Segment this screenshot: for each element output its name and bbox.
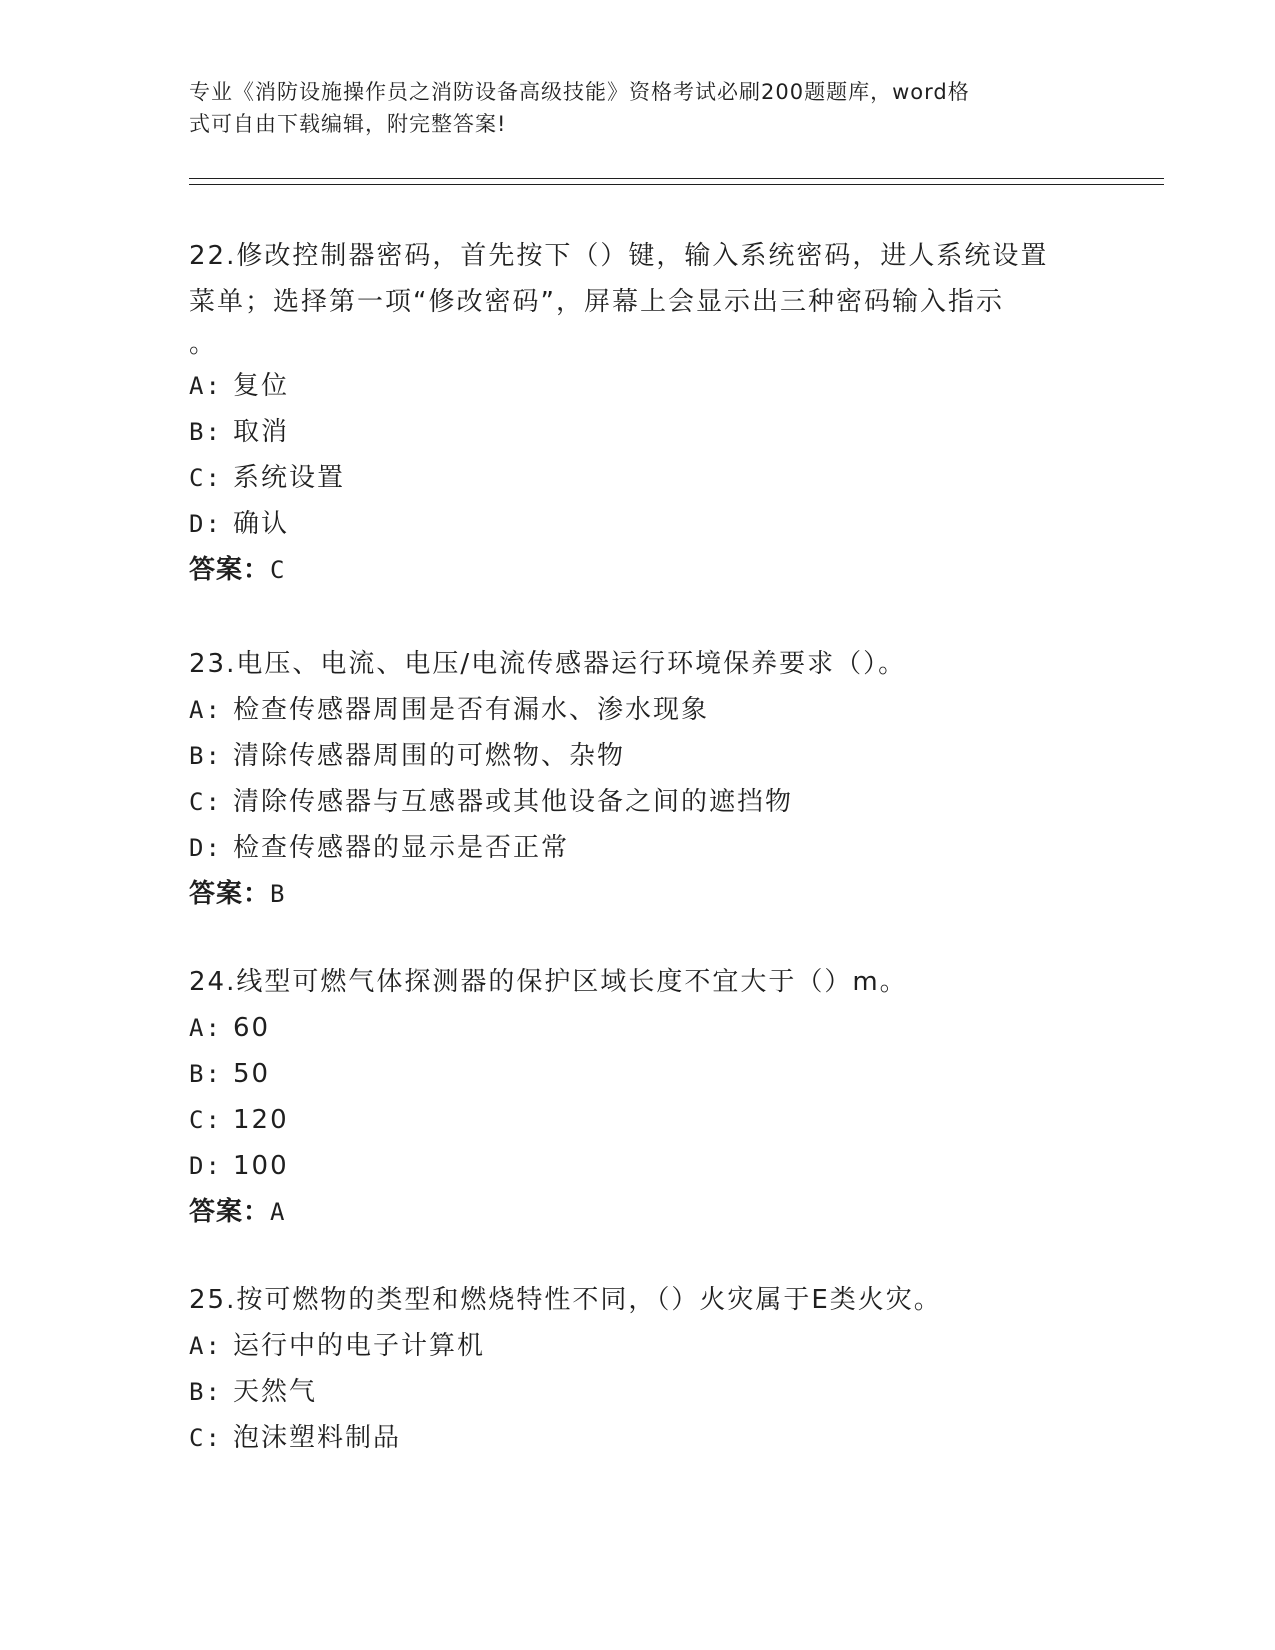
option-c (189, 1097, 1089, 1143)
option-a (189, 1323, 1089, 1369)
option-letter: C: (189, 1106, 222, 1134)
answer-line (189, 547, 1089, 593)
option-letter: D: (189, 510, 222, 538)
option-a (189, 687, 1089, 733)
question-stem: 。 (189, 329, 218, 359)
option-letter: B: (189, 742, 222, 770)
answer-value: C (270, 556, 286, 584)
answer-line (189, 871, 1089, 917)
option-b (189, 1369, 1089, 1415)
option-text: 确认 (233, 509, 290, 539)
option-letter: D: (189, 834, 222, 862)
option-c (189, 455, 1089, 501)
header-line-1: 专业《消防设施操作员之消防设备高级技能》资格考试必刷200题题库，word格 (189, 80, 970, 104)
option-letter: C: (189, 1424, 222, 1452)
header-divider-top (189, 178, 1164, 179)
option-a (189, 1005, 1089, 1051)
question-22 (189, 233, 1089, 593)
header-line-2: 式可自由下载编辑，附完整答案! (189, 112, 507, 136)
answer-label: 答案： (189, 1197, 271, 1227)
option-d (189, 501, 1089, 547)
option-text: 50 (233, 1059, 271, 1089)
option-text: 复位 (233, 371, 290, 401)
question-25 (189, 1277, 1089, 1461)
question-24 (189, 959, 1089, 1235)
option-c (189, 1415, 1089, 1461)
option-letter: A: (189, 1014, 222, 1042)
answer-label: 答案： (189, 555, 271, 585)
option-text: 检查传感器周围是否有漏水、渗水现象 (233, 695, 710, 725)
document-header (189, 76, 1089, 140)
option-b (189, 409, 1089, 455)
option-c (189, 779, 1089, 825)
question-stem: 22.修改控制器密码，首先按下（）键，输入系统密码，进人系统设置 (189, 241, 1049, 271)
header-divider-bottom (189, 184, 1164, 185)
option-a (189, 363, 1089, 409)
question-23 (189, 641, 1089, 917)
option-text: 取消 (233, 417, 290, 447)
option-text: 清除传感器周围的可燃物、杂物 (233, 741, 626, 771)
answer-value: A (270, 1198, 286, 1226)
option-letter: A: (189, 372, 222, 400)
option-b (189, 733, 1089, 779)
question-stem: 25.按可燃物的类型和燃烧特性不同，（）火灾属于E类火灾。 (189, 1285, 942, 1315)
option-text: 泡沫塑料制品 (233, 1423, 402, 1453)
option-d (189, 1143, 1089, 1189)
answer-label: 答案： (189, 879, 271, 909)
option-d (189, 825, 1089, 871)
question-stem: 菜单；选择第一项“修改密码”，屏幕上会显示出三种密码输入指示 (189, 287, 1004, 317)
option-letter: A: (189, 696, 222, 724)
option-letter: A: (189, 1332, 222, 1360)
option-letter: C: (189, 788, 222, 816)
question-stem: 24.线型可燃气体探测器的保护区域长度不宜大于（）m。 (189, 967, 908, 997)
option-letter: B: (189, 418, 222, 446)
option-text: 天然气 (233, 1377, 318, 1407)
question-stem: 23.电压、电流、电压/电流传感器运行环境保养要求（）。 (189, 649, 907, 679)
option-text: 60 (233, 1013, 271, 1043)
option-text: 系统设置 (233, 463, 346, 493)
answer-value: B (270, 880, 286, 908)
option-letter: B: (189, 1060, 222, 1088)
answer-line (189, 1189, 1089, 1235)
option-text: 清除传感器与互感器或其他设备之间的遮挡物 (233, 787, 794, 817)
option-text: 120 (233, 1105, 289, 1135)
option-letter: D: (189, 1152, 222, 1180)
option-letter: C: (189, 464, 222, 492)
option-text: 运行中的电子计算机 (233, 1331, 486, 1361)
option-text: 检查传感器的显示是否正常 (233, 833, 570, 863)
option-letter: B: (189, 1378, 222, 1406)
option-b (189, 1051, 1089, 1097)
option-text: 100 (233, 1151, 289, 1181)
